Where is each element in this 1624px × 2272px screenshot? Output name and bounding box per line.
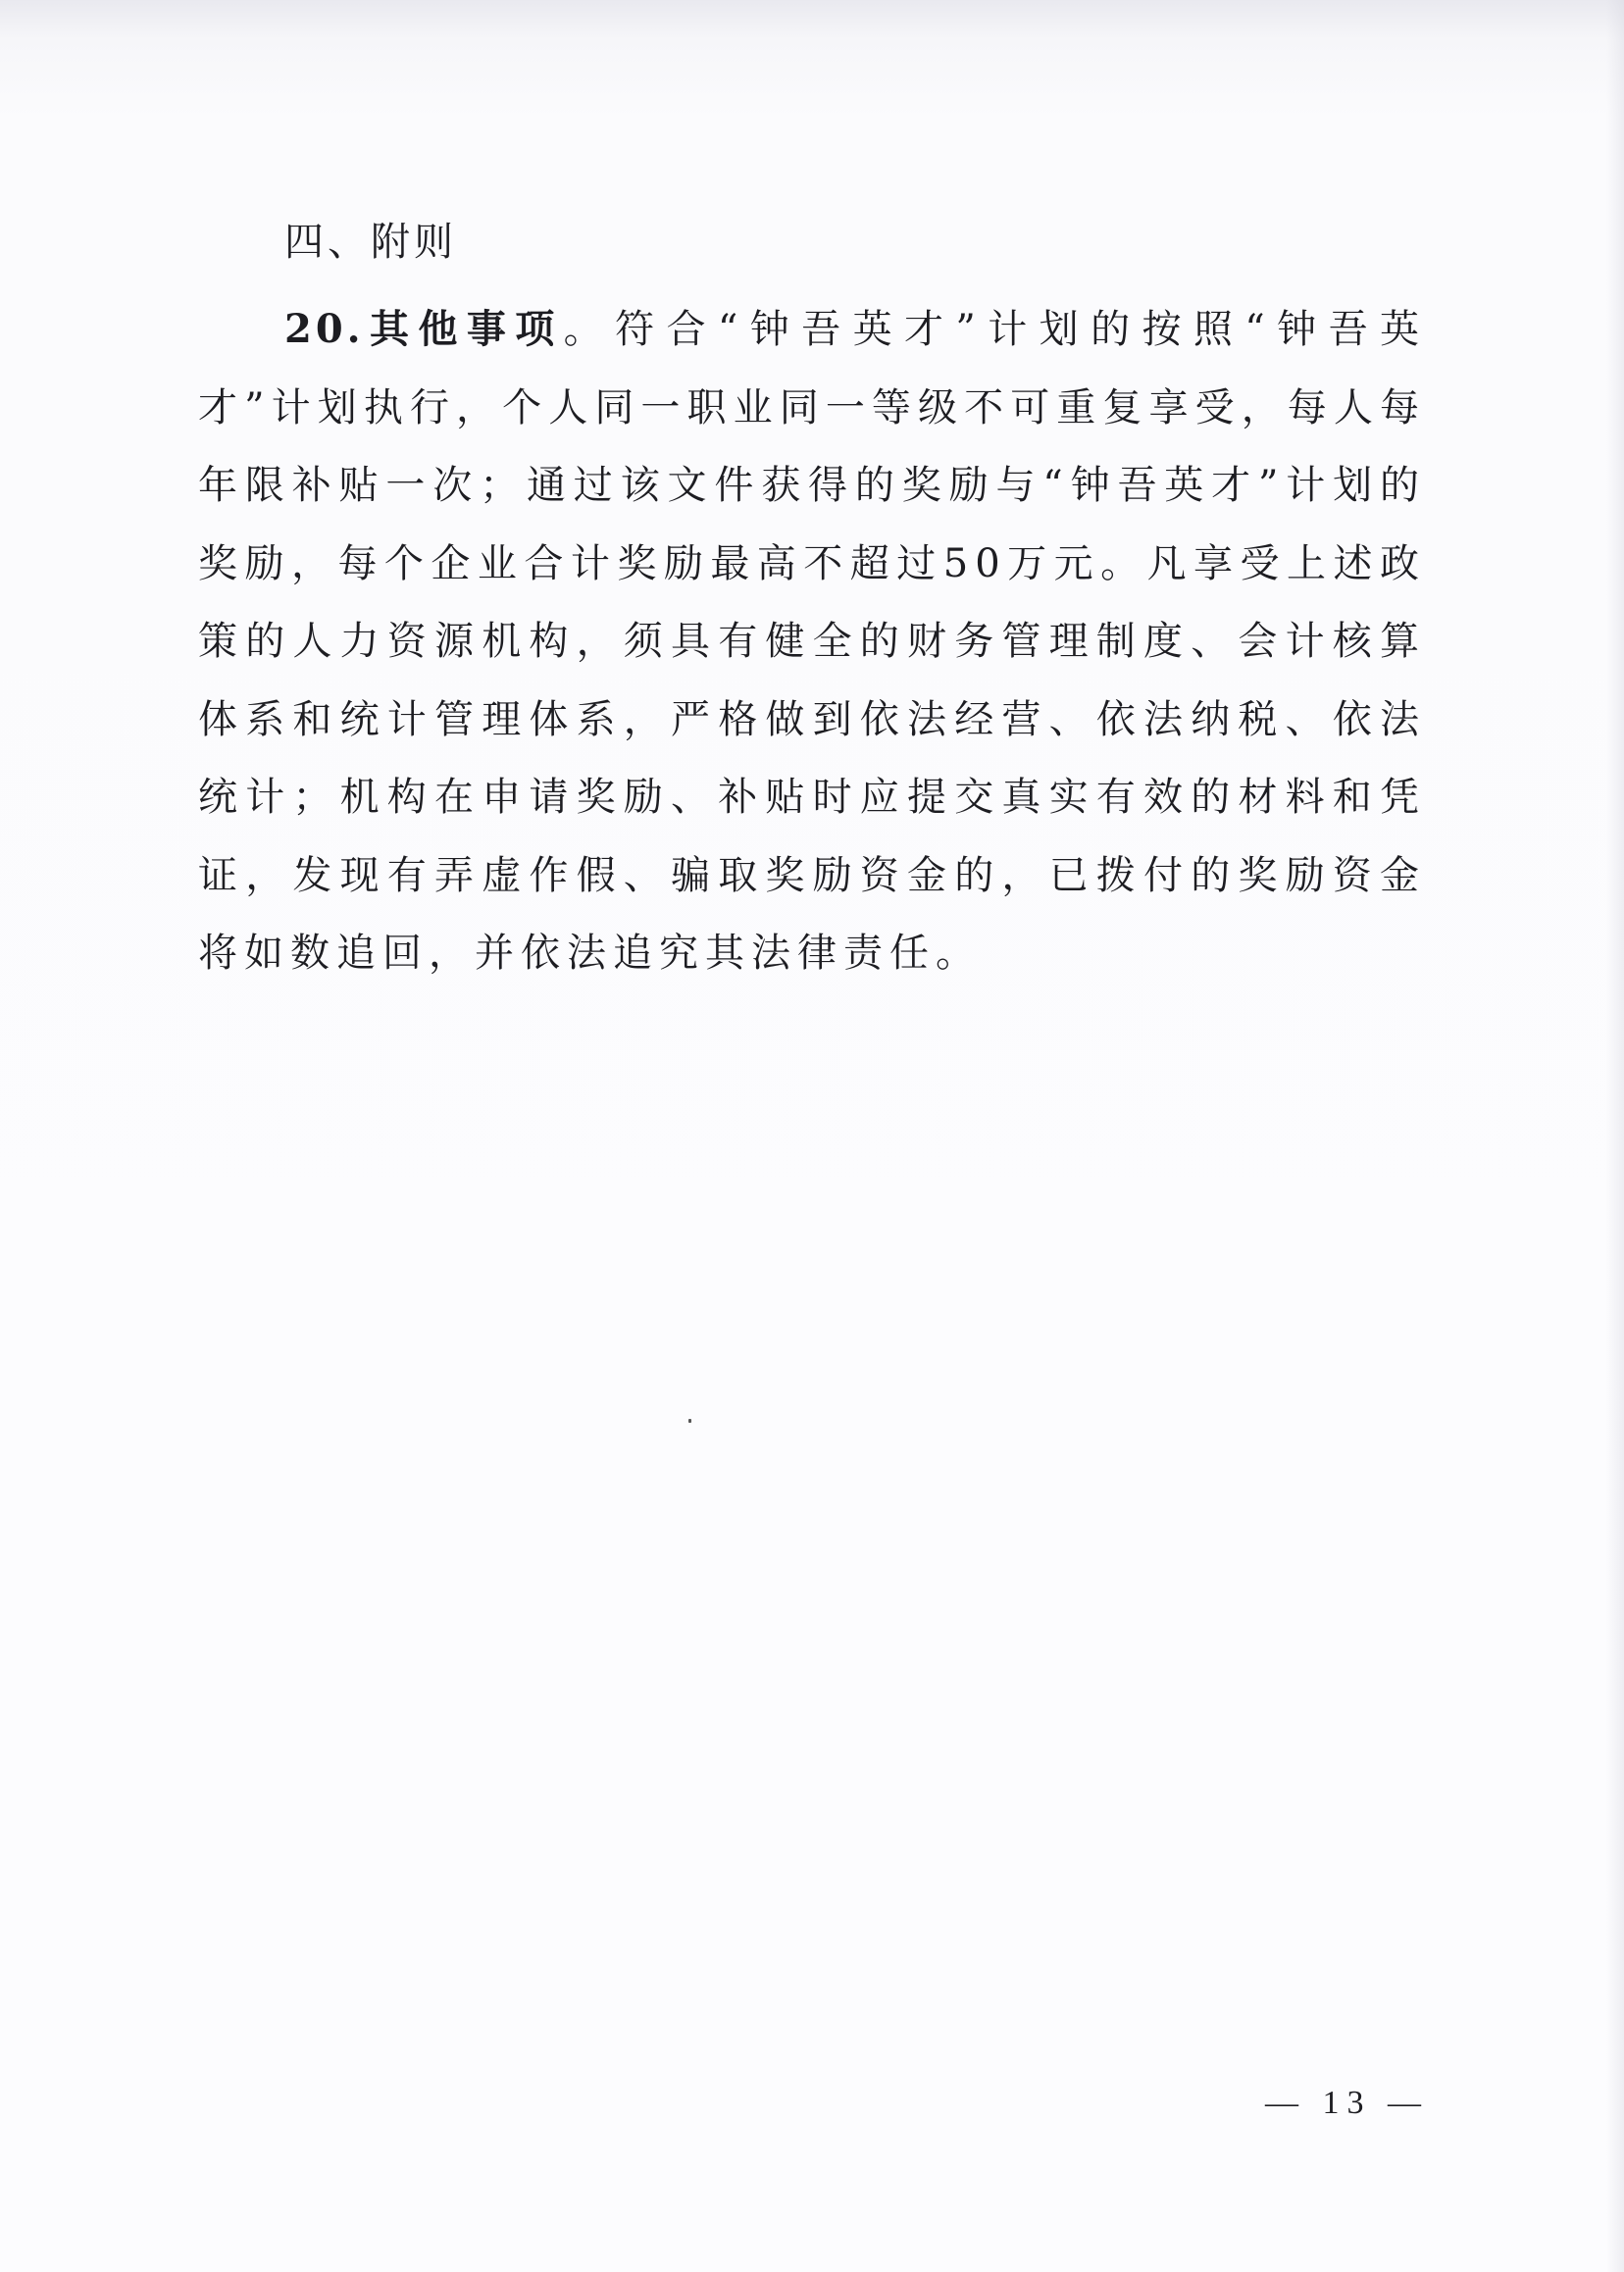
section-heading: 四、附则 (284, 220, 457, 265)
item-paragraph (198, 290, 1426, 993)
item-body: 。符合“钟吾英才”计划的按照“钟吾英才”计划执行，个人同一职业同一等级不可重复享受，每人每年限补贴一次；通过该文件获得的奖励与“钟吾英才”计划的奖励，每个企业合计奖励最高不超过50万元。凡享受上述政策的人力资源机构，须具有健全的财务管理制度、会计核算体系和统计管理体系，严格做到依法经营、依法纳税、依法统计；机构在申请奖励、补贴时应提交真实有效的材料和凭证，发现有弄虚作假、骗取奖励资金的，已拨付的奖励资金将如数追回，并依法追究其法律责任。 (198, 307, 1426, 976)
item-title: 20.其他事项 (284, 306, 564, 352)
scan-speck (688, 1419, 691, 1423)
page-number: — 13 — (1265, 2085, 1429, 2121)
scan-edge-shadow (1606, 0, 1624, 2272)
